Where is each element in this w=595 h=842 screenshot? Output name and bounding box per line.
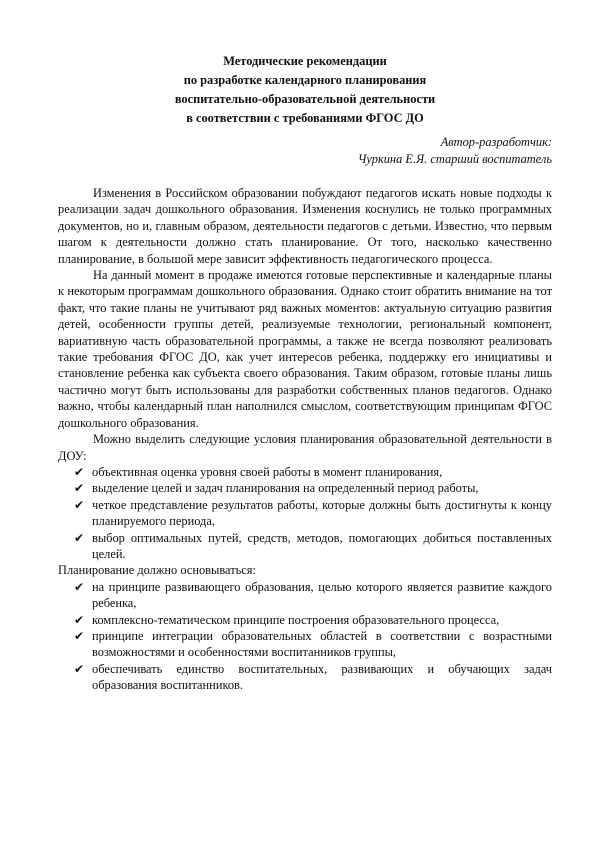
list-item-text: принципе интеграции образовательных областей в соответствии с возрастными возможностями и особенностями воспитанников группы,	[92, 628, 552, 660]
title-line: Методические рекомендации	[223, 54, 387, 68]
title-line: в соответствии с требованиями ФГОС ДО	[186, 111, 424, 125]
conditions-list	[58, 464, 552, 562]
title-line: воспитательно-образовательной деятельности	[174, 92, 436, 106]
list-item	[58, 480, 552, 496]
checkmark-icon: ✔	[74, 464, 85, 479]
list-item-text: выделение целей и задач планирования на определенный период работы,	[92, 481, 479, 496]
paragraph: Можно выделить следующие условия планирования образовательной деятельности в ДОУ:	[58, 432, 552, 463]
checkmark-icon: ✔	[74, 628, 85, 643]
list-item	[58, 464, 552, 480]
author-name: Чуркина Е.Я. старший воспитатель	[357, 152, 552, 166]
list-item	[58, 530, 552, 563]
list-item	[58, 579, 552, 612]
list-item	[58, 661, 552, 694]
document-title	[58, 52, 552, 128]
list-item	[58, 628, 552, 661]
list-item	[58, 497, 552, 530]
basis-list	[58, 579, 552, 694]
checkmark-icon: ✔	[74, 530, 85, 545]
title-line: по разработке календарного планирования	[183, 73, 427, 87]
document-page	[58, 52, 552, 694]
list-item-text: выбор оптимальных путей, средств, методов, помогающих добиться поставленных целей.	[92, 530, 552, 561]
list-item-text: комплексно-тематическом принципе построения образовательного процесса,	[92, 612, 500, 627]
checkmark-icon: ✔	[74, 481, 85, 496]
list-item	[58, 612, 552, 628]
list-item-text: обеспечивать единство воспитательных, развивающих и обучающих задач образования воспитанников.	[92, 661, 552, 693]
paragraph: Изменения в Российском образовании побуждают педагогов искать новые подходы к реализации задач дошкольного образования. Изменения коснулись не только программных документов, но и, главным образом, деятельности педагогов с детьми. Известно, что первым шагом к деятельности должно стать планирование. От того, насколько качественно планирование, в большой мере зависит эффективность педагогического процесса.	[58, 186, 552, 266]
author-block	[58, 134, 552, 168]
list-item-text: объективная оценка уровня своей работы в момент планирования,	[92, 464, 443, 479]
basis-intro: Планирование должно основываться:	[58, 563, 256, 578]
paragraph: На данный момент в продаже имеются готовые перспективные и календарные планы к некоторым программам дошкольного образования. Однако стоит обратить внимание на тот факт, что такие планы не учитывают ряд важных моментов: актуальную ситуацию развития детей, особенности группы детей, реализуемые технологии, региональный компонент, вариативную часть образовательной программы, а также не всегда позволяют реализовать такие требования ФГОС ДО, как учет интересов ребенка, поддержку его инициативы и становление ребенка как субъекта своего образования. Таким образом, готовые планы лишь частично могут быть использованы для разработки собственных планов педагогов. Однако важно, чтобы календарный план наполнился смыслом, соответствующим принципам ФГОС дошкольного образования.	[58, 268, 552, 430]
list-item-text: на принципе развивающего образования, целью которого является развитие каждого ребенка,	[92, 579, 552, 611]
checkmark-icon: ✔	[74, 497, 85, 512]
list-item-text: четкое представление результатов работы, которые должны быть достигнуты к концу планируемого периода,	[92, 497, 552, 529]
checkmark-icon: ✔	[74, 579, 85, 594]
author-label: Автор-разработчик:	[440, 135, 552, 149]
checkmark-icon: ✔	[74, 612, 85, 627]
checkmark-icon: ✔	[74, 661, 85, 676]
